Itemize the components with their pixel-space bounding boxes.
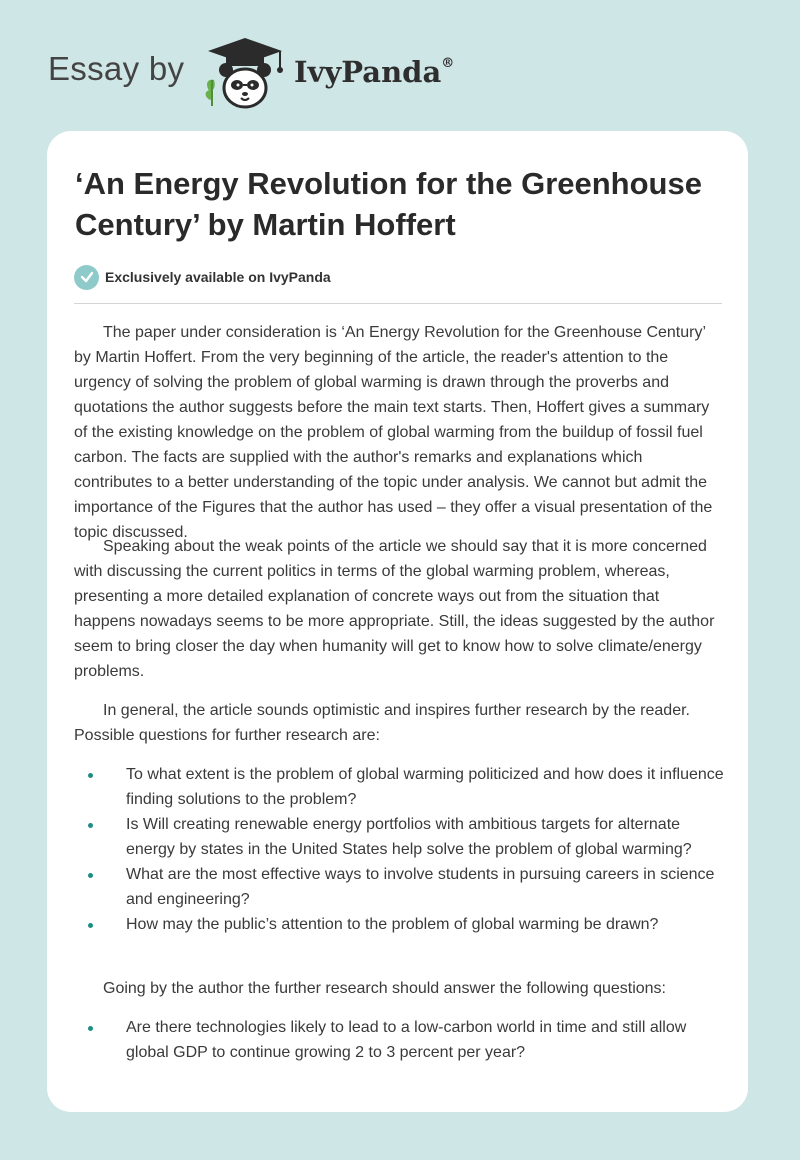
brand-text: IvyPanda xyxy=(294,55,442,89)
paragraph: Going by the author the further research should answer the following questions: xyxy=(103,980,666,997)
checkmark-icon xyxy=(74,265,99,290)
list-item: What are the most effective ways to involve students in pursuing careers in science and engineering? xyxy=(74,862,724,912)
site-header xyxy=(0,0,800,120)
author-questions-list xyxy=(74,1015,724,1065)
page-title: ‘An Energy Revolution for the Greenhouse Century’ by Martin Hoffert xyxy=(75,166,702,242)
list-item: To what extent is the problem of global warming politicized and how does it influence finding solutions to the problem? xyxy=(74,762,724,812)
paragraph: In general, the article sounds optimistic and inspires further research by the reader. Possible questions for further research are: xyxy=(74,702,690,744)
list-item: Are there technologies likely to lead to a low-carbon world in time and still allow global GDP to continue growing 2 to 3 percent per year? xyxy=(74,1015,724,1065)
essay-card xyxy=(47,131,748,1112)
list-item: How may the public’s attention to the problem of global warming be drawn? xyxy=(74,912,724,937)
registered-mark: ® xyxy=(441,56,455,72)
list-item: Is Will creating renewable energy portfolios with ambitious targets for alternate energy by states in the United States help solve the problem of global warming? xyxy=(74,812,724,862)
research-questions-list xyxy=(74,762,724,976)
brand-name[interactable] xyxy=(294,55,454,89)
essay-body xyxy=(74,320,724,1065)
panda-logo-icon[interactable] xyxy=(200,36,290,112)
paragraph: The paper under consideration is ‘An Energy Revolution for the Greenhouse Century’ by Martin Hoffert. From the very beginning of the article, the reader's attention to the urgency of solving the problem of global warming is drawn through the proverbs and quotations the author suggests before the main text starts. Then, Hoffert gives a summary of the existing knowledge on the problem of global warming from the buildup of fossil fuel carbon. The facts are supplied with the author's remarks and explanations which contributes to a better understanding of the topic under analysis. We cannot but admit the importance of the Figures that the author has used – they offer a visual presentation of the topic discussed. xyxy=(74,324,713,541)
essay-by-label: Essay by xyxy=(48,50,185,87)
divider xyxy=(74,303,722,304)
badge-text: Exclusively available on IvyPanda xyxy=(105,269,331,285)
paragraph: Speaking about the weak points of the article we should say that it is more concerned with discussing the current politics in terms of the global warming problem, whereas, presenting a more detailed explanation of concrete ways out from the situation that happens nowadays seems to be more appropriate. Still, the ideas suggested by the author seem to bring closer the day when humanity will get to know how to solve climate/energy problems. xyxy=(74,538,715,680)
exclusive-badge xyxy=(74,264,331,290)
